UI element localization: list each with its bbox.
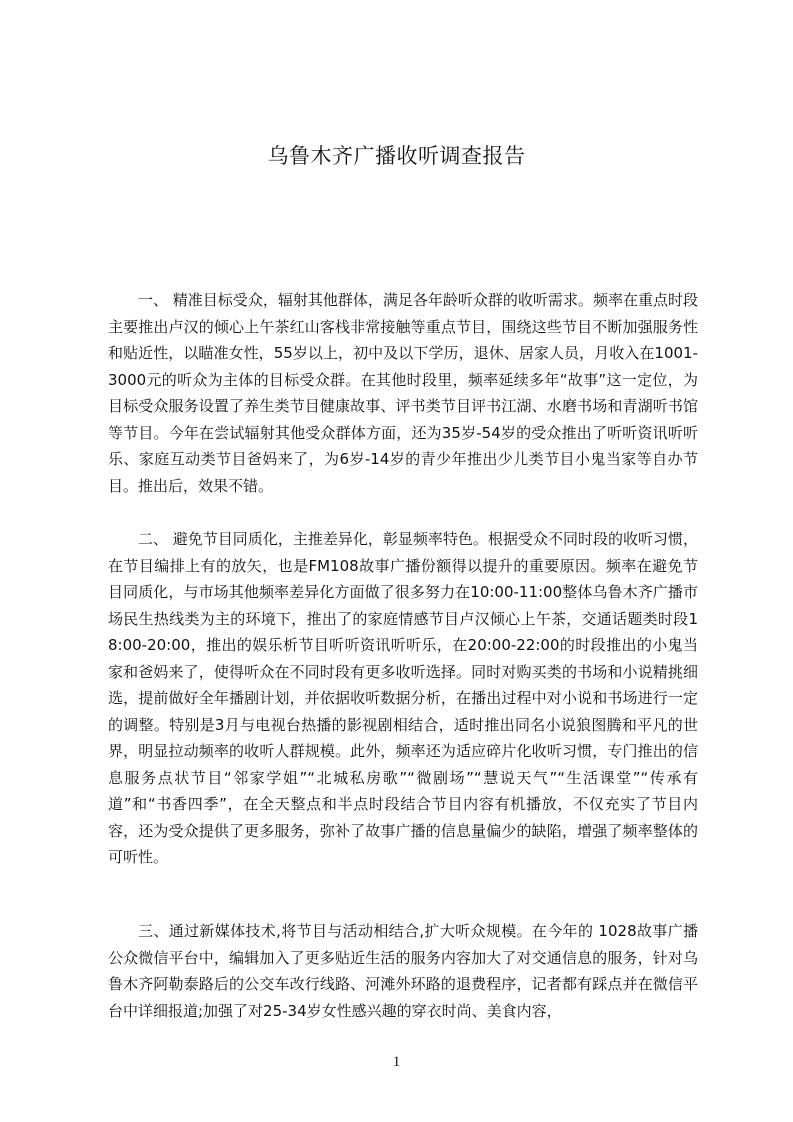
paragraph-section-one: 一、 精准目标受众，辐射其他群体，满足各年龄听众群的收听需求。频率在重点时段主要推出卢汉的倾心上午茶红山客栈非常接触等重点节目，围绕这些节目不断加强服务性和贴近性，以瞄准女性，55岁以上，初中及以下学历，退休、居家人员，月收入在1001-3000元的听众为主体的目标受众群。在其他时段里，频率延续多年“故事”这一定位，为目标受众服务设置了养生类节目健康故事、评书类节目评书江湖、水磨书场和青湖听书馆等节目。今年在尝试辐射其他受众群体方面，还为35岁-54岁的受众推出了听听资讯听听乐、家庭互动类节目爸妈来了，为6岁-14岁的青少年推出少儿类节目小鬼当家等自办节目。推出后，效果不错。 (108, 291, 698, 495)
paragraph-section-two: 二、 避免节目同质化，主推差异化，彰显频率特色。根据受众不同时段的收听习惯，在节目编排上有的放矢，也是FM108故事广播份额得以提升的重要原因。频率在避免节目同质化，与市场其他频率差异化方面做了很多努力在10:00-11:00整体乌鲁木齐广播市场民生热线类为主的环境下，推出了的家庭情感节目卢汉倾心上午茶，交通话题类时段18:00-20:00，推出的娱乐析节目听听资讯听听乐，在20:00-22:00的时段推出的小鬼当家和爸妈来了，使得听众在不同时段有更多收听选择。同时对购买类的书场和小说精挑细选，提前做好全年播剧计划，并依据收听数据分析，在播出过程中对小说和书场进行一定的调整。特别是3月与电视台热播的影视剧相结合，适时推出同名小说狼图腾和平凡的世界，明显拉动频率的收听人群规模。此外，频率还为适应碎片化收听习惯，专门推出的信息服务点状节目“邻家学姐”“北城私房歌”“微剧场”“慧说天气”“生活课堂”“传承有道”和“书香四季”，在全天整点和半点时段结合节目内容有机播放，不仅充实了节目内容，还为受众提供了更多服务，弥补了故事广播的信息量偏少的缺陷，增强了频率整体的可听性。 (108, 530, 698, 866)
paragraph-section-three: 三、通过新媒体技术,将节目与活动相结合,扩大听众规模。在今年的 1028故事广播公众微信平台中，编辑加入了更多贴近生活的服务内容加大了对交通信息的服务，针对乌鲁木齐阿勒泰路后的公交车改行线路、河滩外环路的退费程序，记者都有踩点并在微信平台中详细报道;加强了对25-34岁女性感兴趣的穿衣时尚、美食内容， (108, 922, 698, 1020)
page-number: 1 (392, 1054, 401, 1070)
document-title: 乌鲁木齐广播收听调查报告 (267, 144, 526, 168)
